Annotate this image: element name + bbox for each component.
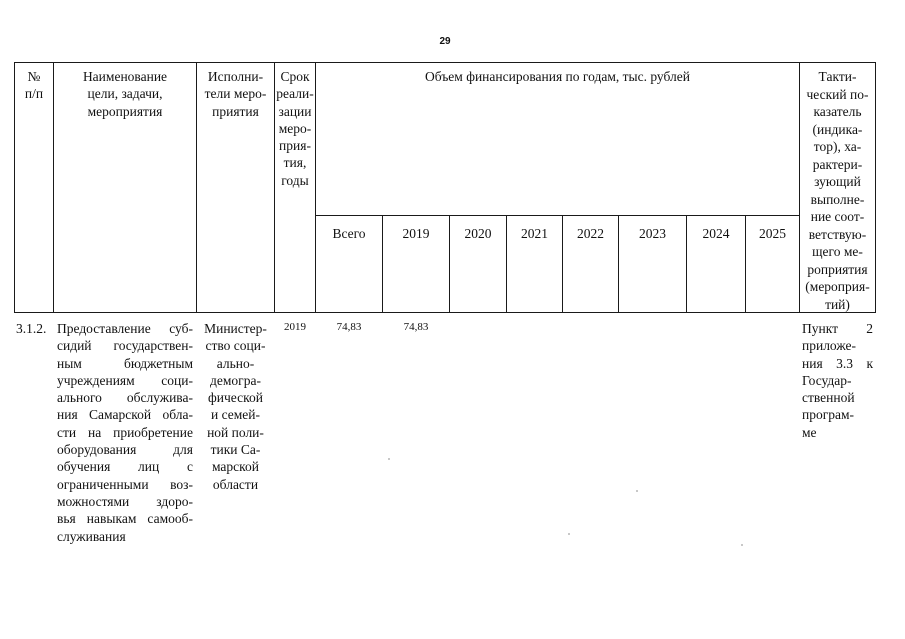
row-term: 2019 bbox=[284, 321, 306, 333]
header-year-2022: 2022 bbox=[577, 226, 604, 241]
scan-speck bbox=[636, 490, 638, 492]
text-line: ным бюджетным bbox=[57, 355, 193, 371]
header-year-2023: 2023 bbox=[639, 226, 666, 241]
text-line: ния Самарской обла- bbox=[57, 407, 193, 423]
text-line: Государ- bbox=[802, 372, 852, 388]
header-executors: Исполни- тели меро- приятия bbox=[204, 69, 267, 119]
header-name: Наименование цели, задачи, мероприятия bbox=[82, 69, 168, 119]
scan-speck bbox=[741, 544, 743, 546]
text-line: ограниченными воз- bbox=[57, 476, 193, 492]
header-year-2021: 2021 bbox=[521, 226, 548, 241]
header-funding: Объем финансирования по годам, тыс. рублей bbox=[425, 69, 690, 84]
scan-speck bbox=[388, 458, 390, 460]
table-top-border bbox=[14, 62, 876, 63]
text-line: сти на приобретение bbox=[57, 424, 193, 440]
header-year-2019: 2019 bbox=[402, 226, 430, 241]
text-line: Пункт 2 bbox=[802, 321, 873, 336]
row-total: 74,83 bbox=[336, 321, 362, 333]
text-line: можностями здоро- bbox=[57, 493, 193, 509]
text-line: ального обслужива- bbox=[57, 390, 193, 406]
text-line: програм- bbox=[802, 407, 855, 423]
scan-speck bbox=[568, 533, 570, 535]
col-line-4 bbox=[315, 62, 316, 313]
header-year-2024: 2024 bbox=[702, 226, 730, 241]
header-bottom-border bbox=[14, 312, 876, 313]
text-line: ме bbox=[802, 424, 817, 440]
row-indicator bbox=[802, 320, 873, 441]
text-line: обучения лиц с bbox=[57, 459, 193, 475]
header-year-2020: 2020 bbox=[464, 226, 492, 241]
row-number: 3.1.2. bbox=[16, 321, 47, 336]
header-term: Срок реали- зации меро- прия- тия, годы bbox=[276, 69, 314, 188]
text-line: оборудования для bbox=[57, 442, 193, 458]
text-line: сидий государствен- bbox=[57, 338, 193, 354]
header-number: № п/п bbox=[24, 69, 44, 102]
page-number: 29 bbox=[439, 36, 451, 47]
text-line: служивания bbox=[57, 528, 126, 544]
row-2019: 74,83 bbox=[403, 321, 429, 333]
text-line: учреждениям соци- bbox=[57, 372, 193, 388]
row-name bbox=[57, 320, 193, 545]
funding-subheader-line bbox=[315, 215, 799, 216]
text-line: Предоставление суб- bbox=[57, 321, 193, 336]
text-line: ния 3.3 к bbox=[802, 355, 873, 371]
header-indicator: Такти- ческий по- казатель (индика- тор), ха- рактери- зующий выполне- ние соот- ветствую- щего ме- роприятия (мероприя- тий) bbox=[805, 69, 870, 312]
text-line: вья навыкам самооб- bbox=[57, 511, 193, 527]
row-executor: Министер- ство соци- ально- демогра- фической и семей- ной поли- тики Са- марской области bbox=[204, 321, 267, 492]
header-total: Всего bbox=[332, 226, 366, 241]
text-line: приложе- bbox=[802, 338, 856, 354]
header-year-2025: 2025 bbox=[759, 226, 786, 241]
text-line: ственной bbox=[802, 390, 855, 406]
